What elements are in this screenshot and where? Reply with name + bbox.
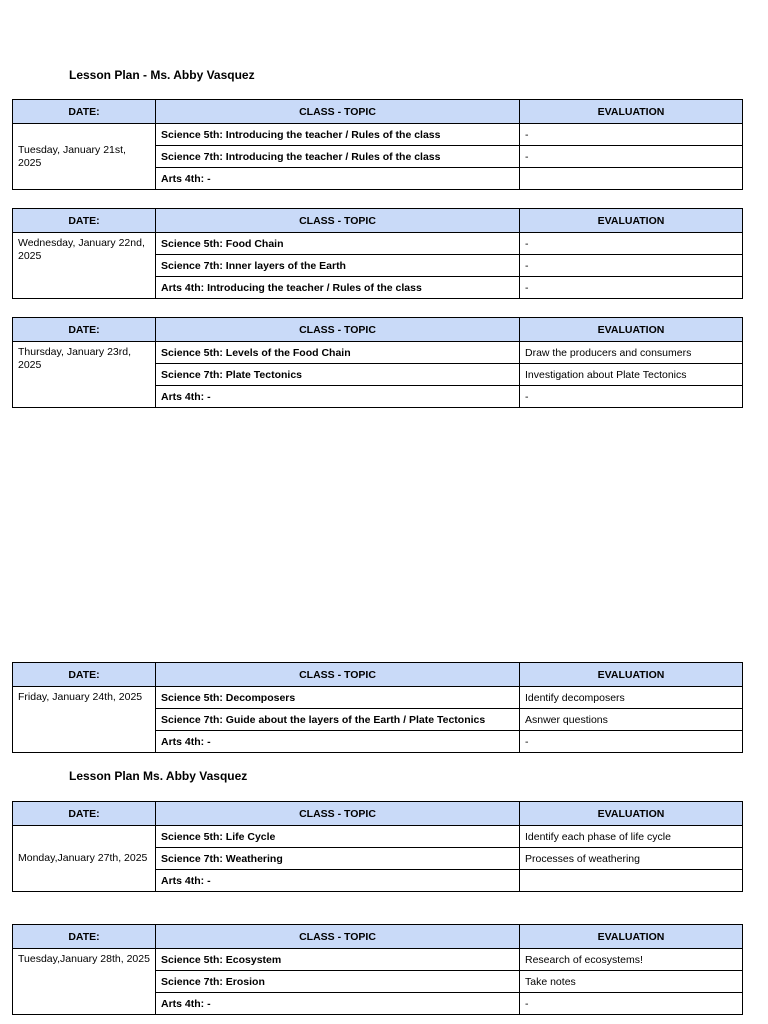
topic-cell: Science 7th: Inner layers of the Earth [156, 255, 520, 277]
table-row [13, 233, 743, 255]
date-cell: Friday, January 24th, 2025 [13, 687, 156, 753]
date-column-header: DATE: [13, 209, 156, 233]
class-topic-column-header: CLASS - TOPIC [156, 663, 520, 687]
evaluation-cell: Identify each phase of life cycle [520, 826, 743, 848]
topic-cell: Science 7th: Erosion [156, 971, 520, 993]
topic-cell: Science 7th: Plate Tectonics [156, 364, 520, 386]
topic-cell: Science 5th: Levels of the Food Chain [156, 342, 520, 364]
lesson-table-day-1 [12, 99, 743, 190]
evaluation-cell: - [520, 731, 743, 753]
topic-cell: Science 7th: Guide about the layers of the Earth / Plate Tectonics [156, 709, 520, 731]
date-cell: Tuesday,January 28th, 2025 [13, 949, 156, 1015]
class-topic-column-header: CLASS - TOPIC [156, 802, 520, 826]
topic-cell: Arts 4th: - [156, 168, 520, 190]
table-row [13, 342, 743, 364]
topic-cell: Arts 4th: - [156, 993, 520, 1015]
topic-cell: Science 5th: Food Chain [156, 233, 520, 255]
evaluation-cell: - [520, 993, 743, 1015]
date-cell: Tuesday, January 21st, 2025 [13, 124, 156, 190]
lesson-table-day-4 [12, 662, 743, 753]
evaluation-column-header: EVALUATION [520, 802, 743, 826]
table-row [13, 687, 743, 709]
lesson-table-day-2 [12, 208, 743, 299]
evaluation-column-header: EVALUATION [520, 209, 743, 233]
topic-cell: Science 7th: Introducing the teacher / Rules of the class [156, 146, 520, 168]
evaluation-cell [520, 168, 743, 190]
evaluation-cell: - [520, 146, 743, 168]
lesson-table-day-3 [12, 317, 743, 408]
table-row [13, 124, 743, 146]
evaluation-column-header: EVALUATION [520, 318, 743, 342]
page-title: Lesson Plan - Ms. Abby Vasquez [69, 68, 255, 82]
table-header-row [13, 318, 743, 342]
class-topic-column-header: CLASS - TOPIC [156, 209, 520, 233]
date-cell: Thursday, January 23rd, 2025 [13, 342, 156, 408]
class-topic-column-header: CLASS - TOPIC [156, 100, 520, 124]
topic-cell: Science 5th: Life Cycle [156, 826, 520, 848]
evaluation-cell: - [520, 124, 743, 146]
date-column-header: DATE: [13, 100, 156, 124]
topic-cell: Arts 4th: - [156, 870, 520, 892]
evaluation-cell: Take notes [520, 971, 743, 993]
date-column-header: DATE: [13, 802, 156, 826]
topic-cell: Science 5th: Ecosystem [156, 949, 520, 971]
topic-cell: Science 7th: Weathering [156, 848, 520, 870]
topic-cell: Arts 4th: Introducing the teacher / Rules of the class [156, 277, 520, 299]
topic-cell: Science 5th: Decomposers [156, 687, 520, 709]
table-row [13, 826, 743, 848]
table-header-row [13, 925, 743, 949]
date-column-header: DATE: [13, 663, 156, 687]
evaluation-cell: Draw the producers and consumers [520, 342, 743, 364]
table-header-row [13, 663, 743, 687]
date-cell: Wednesday, January 22nd, 2025 [13, 233, 156, 299]
evaluation-cell: Research of ecosystems! [520, 949, 743, 971]
evaluation-cell [520, 870, 743, 892]
class-topic-column-header: CLASS - TOPIC [156, 318, 520, 342]
date-cell: Monday,January 27th, 2025 [13, 826, 156, 892]
evaluation-cell: - [520, 386, 743, 408]
evaluation-column-header: EVALUATION [520, 925, 743, 949]
evaluation-column-header: EVALUATION [520, 100, 743, 124]
topic-cell: Arts 4th: - [156, 731, 520, 753]
date-column-header: DATE: [13, 318, 156, 342]
table-header-row [13, 100, 743, 124]
evaluation-column-header: EVALUATION [520, 663, 743, 687]
class-topic-column-header: CLASS - TOPIC [156, 925, 520, 949]
table-row [13, 949, 743, 971]
evaluation-cell: Investigation about Plate Tectonics [520, 364, 743, 386]
evaluation-cell: - [520, 255, 743, 277]
table-header-row [13, 209, 743, 233]
section-title: Lesson Plan Ms. Abby Vasquez [69, 769, 248, 783]
evaluation-cell: - [520, 233, 743, 255]
topic-cell: Science 5th: Introducing the teacher / Rules of the class [156, 124, 520, 146]
evaluation-cell: - [520, 277, 743, 299]
date-column-header: DATE: [13, 925, 156, 949]
evaluation-cell: Identify decomposers [520, 687, 743, 709]
topic-cell: Arts 4th: - [156, 386, 520, 408]
evaluation-cell: Asnwer questions [520, 709, 743, 731]
table-header-row [13, 802, 743, 826]
evaluation-cell: Processes of weathering [520, 848, 743, 870]
lesson-table-day-6 [12, 924, 743, 1015]
lesson-table-day-5 [12, 801, 743, 892]
